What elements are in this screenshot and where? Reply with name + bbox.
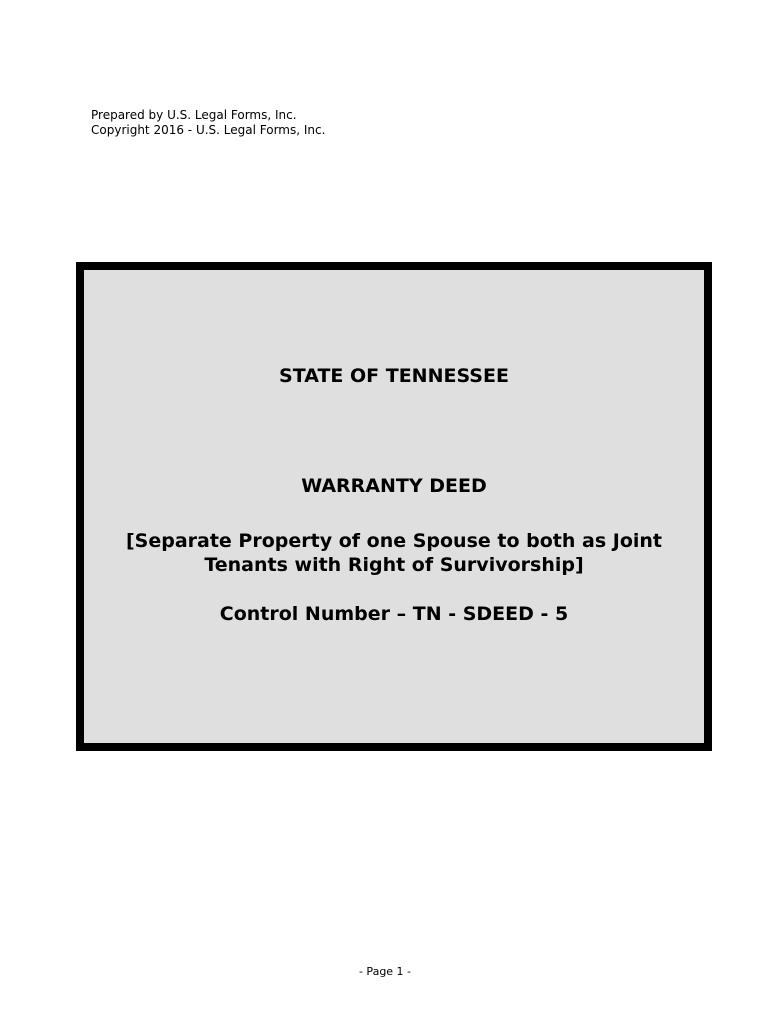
- deed-subtitle-line-1: [Separate Property of one Spouse to both as Joint: [125, 530, 663, 552]
- copyright-line: Copyright 2016 - U.S. Legal Forms, Inc.: [91, 123, 326, 137]
- cover-box: [76, 262, 712, 751]
- deed-title: WARRANTY DEED: [301, 475, 487, 497]
- state-title: STATE OF TENNESSEE: [279, 365, 509, 387]
- control-number: Control Number – TN - SDEED - 5: [219, 603, 569, 625]
- page-number: - Page 1 -: [358, 965, 412, 978]
- preparer-block: [91, 108, 325, 138]
- prepared-by-line: Prepared by U.S. Legal Forms, Inc.: [91, 108, 297, 122]
- deed-subtitle: [84, 529, 704, 577]
- deed-subtitle-line-2: Tenants with Right of Survivorship]: [204, 554, 584, 576]
